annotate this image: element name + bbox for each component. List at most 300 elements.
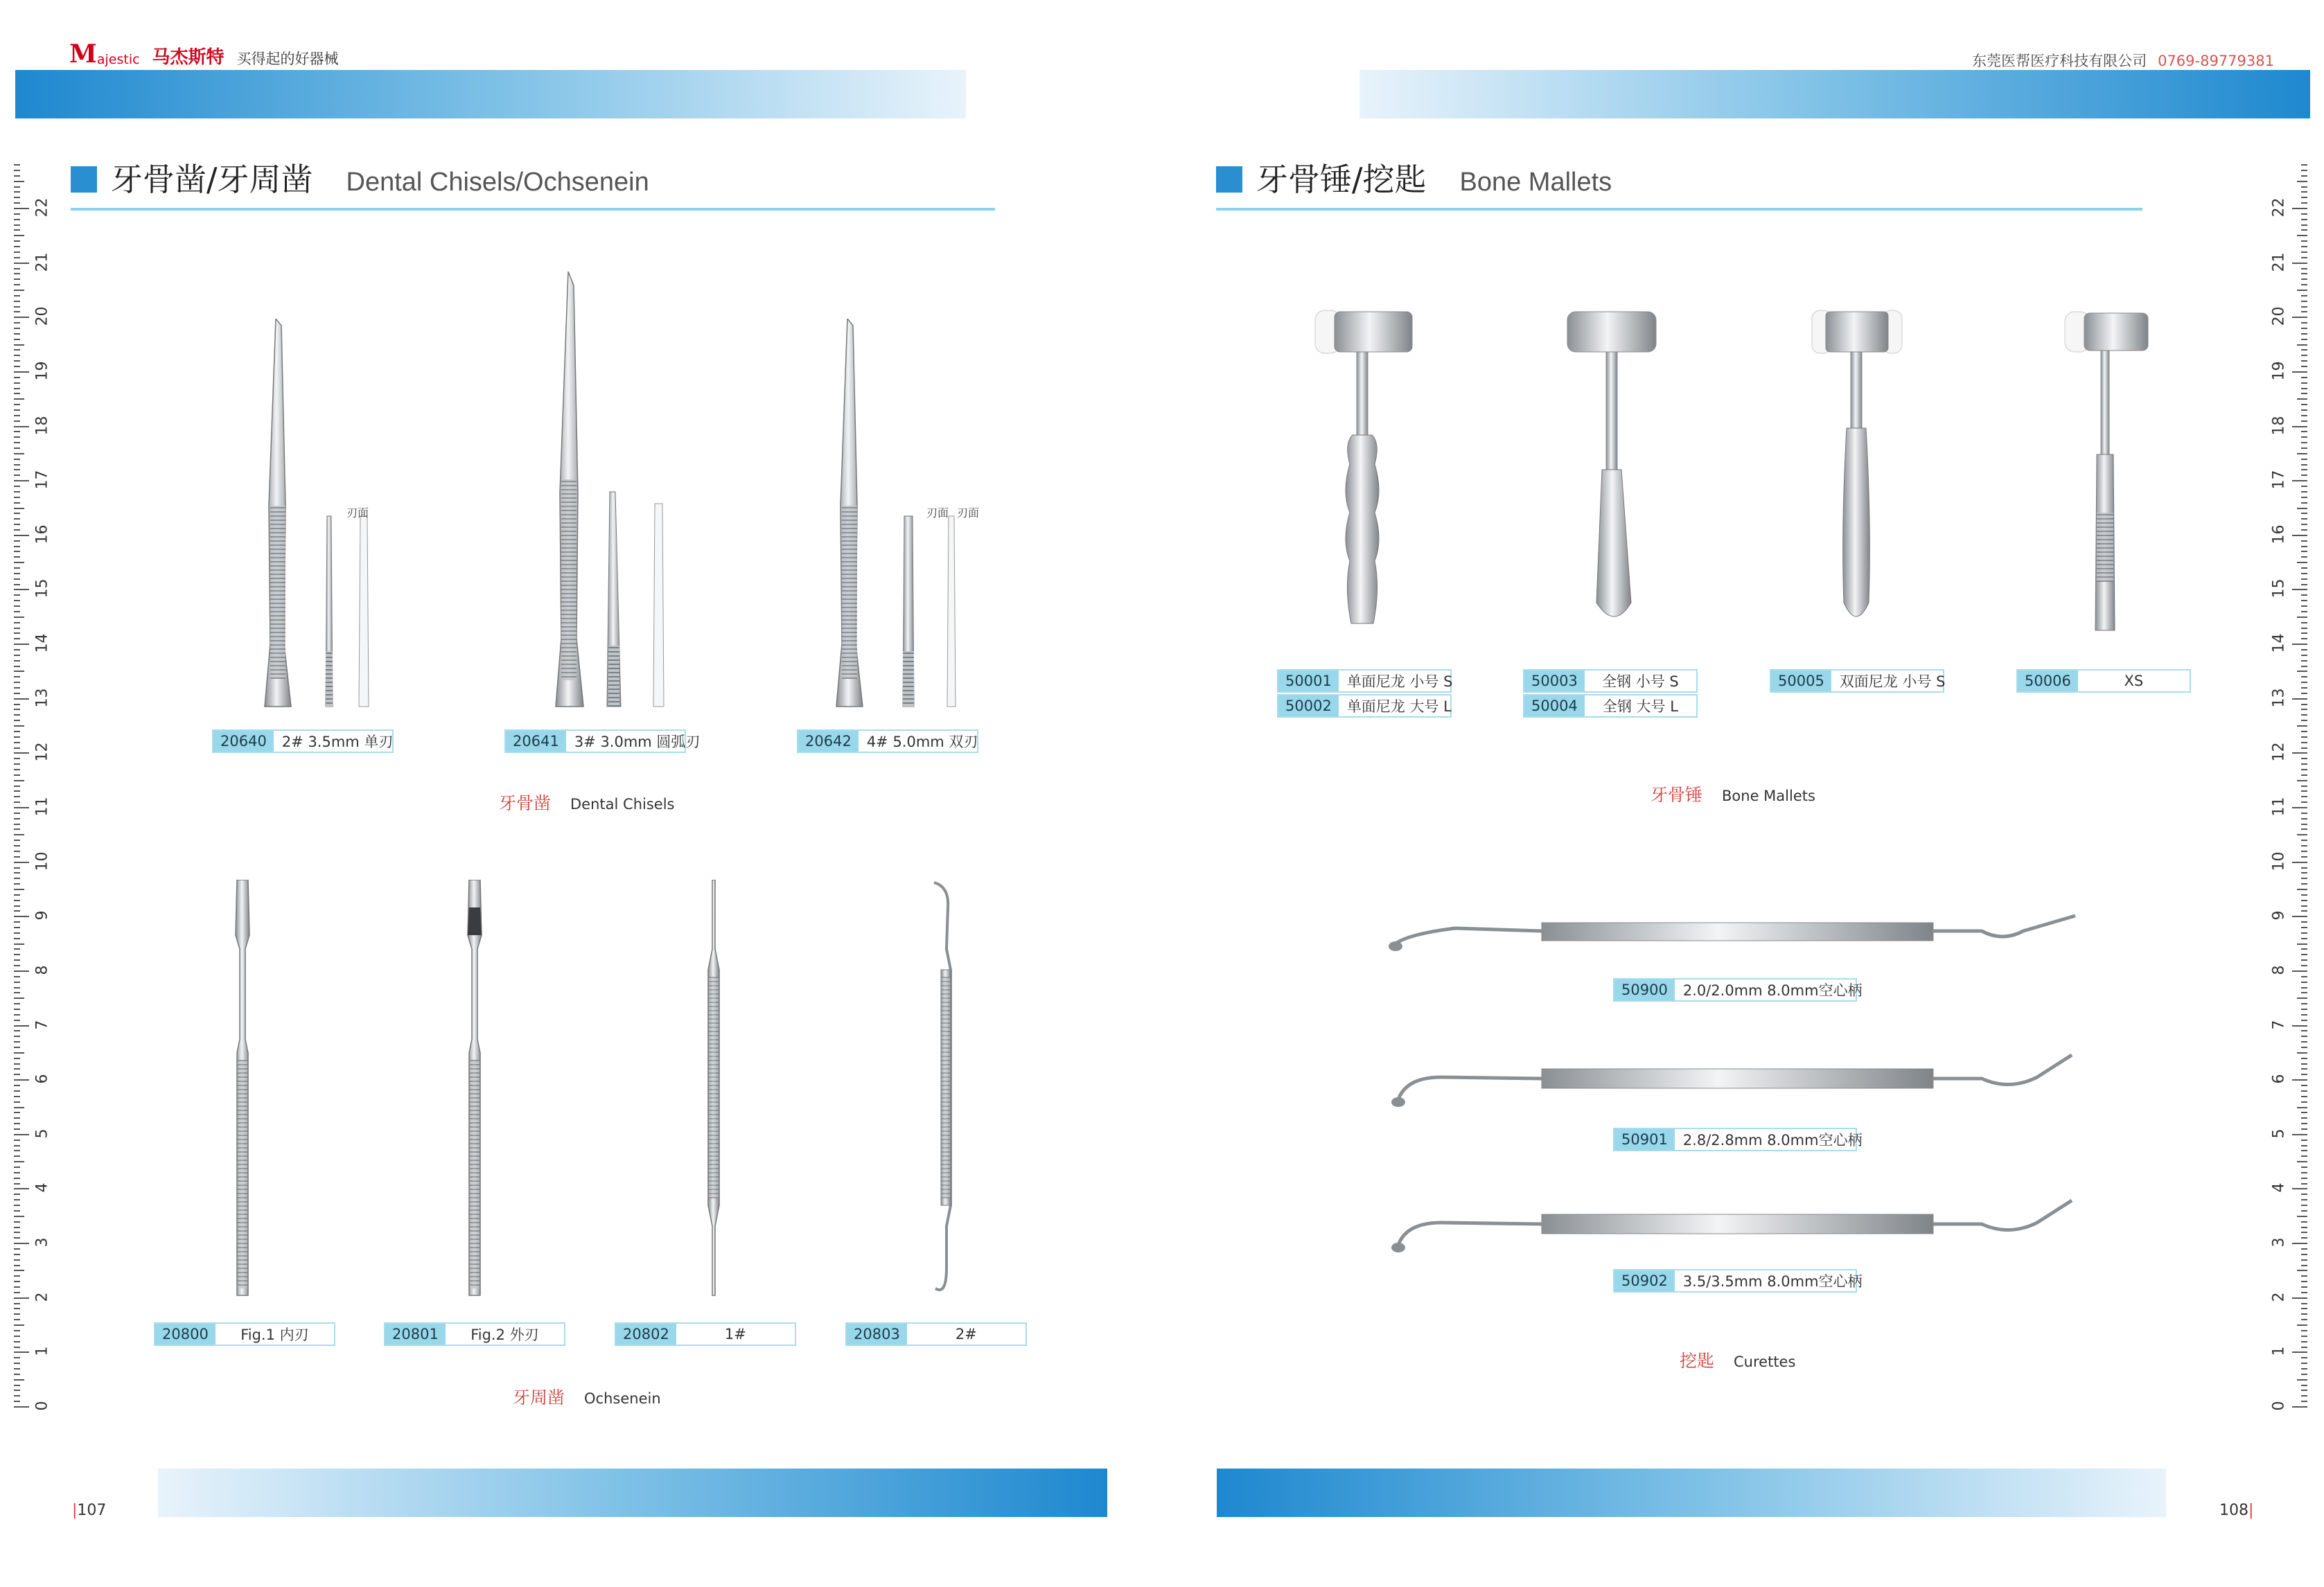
ruler-tick (2301, 1313, 2307, 1315)
ruler-number: 16 (33, 524, 51, 544)
ruler-tick (14, 1259, 20, 1261)
ruler-tick (14, 1068, 20, 1070)
ruler-tick (14, 420, 20, 422)
ruler-tick (14, 1058, 20, 1059)
product-desc: 单面尼龙 小号 S (1346, 673, 1453, 690)
caption-cn: 牙骨锤 (1650, 785, 1703, 805)
ruler-tick (2301, 632, 2307, 634)
ruler-tick (2292, 1188, 2307, 1189)
ruler-tick (2301, 638, 2307, 639)
ruler-tick (14, 1292, 20, 1293)
product-code: 50001 (1278, 671, 1339, 691)
ruler-tick (14, 1324, 24, 1326)
ruler-tick (14, 638, 20, 639)
ruler-tick (2301, 796, 2307, 797)
ruler-number: 11 (2270, 797, 2288, 817)
ruler-number: 20 (2270, 306, 2288, 326)
product-code: 50902 (1614, 1270, 1675, 1291)
ruler-tick (14, 546, 20, 547)
product-desc: 3# 3.0mm 圆弧刃 (574, 734, 701, 750)
ruler-tick (2301, 1292, 2307, 1293)
ruler-tick (2301, 546, 2307, 547)
ruler-tick (2301, 954, 2307, 955)
ruler-tick (2301, 1199, 2307, 1200)
product-code: 20640 (213, 731, 274, 752)
ruler-tick (2301, 1395, 2307, 1397)
caption-cn: 挖匙 (1680, 1351, 1715, 1371)
ruler-tick (14, 486, 20, 487)
ruler-tick (2301, 1009, 2307, 1010)
product-code: 20800 (155, 1324, 215, 1345)
ruler-tick (14, 382, 20, 384)
ruler-tick (14, 1090, 20, 1092)
ruler-tick (14, 976, 20, 977)
ruler-tick (14, 687, 20, 689)
ruler-tick (2301, 377, 2307, 378)
ruler-tick (14, 251, 20, 253)
ruler-tick (2292, 970, 2307, 972)
ruler-tick (14, 676, 20, 677)
ruler-tick (14, 497, 20, 498)
ruler-tick (2297, 181, 2307, 182)
ruler-tick (2301, 551, 2307, 552)
ruler-tick (14, 240, 20, 242)
ruler-tick (2301, 605, 2307, 607)
product-code: 50006 (2018, 671, 2078, 691)
ruler-left (14, 173, 55, 1413)
product-label (1277, 669, 1452, 693)
ruler-tick (2297, 943, 2307, 945)
ruler-tick (14, 1363, 20, 1364)
caption-cn: 牙周凿 (513, 1387, 565, 1408)
product-code: 20642 (798, 731, 859, 752)
ruler-number: 15 (33, 578, 51, 599)
ruler-number: 7 (33, 1020, 51, 1030)
ruler-number: 14 (2270, 633, 2288, 653)
ruler-tick (14, 970, 29, 972)
ruler-tick (14, 1194, 20, 1195)
ruler-tick (14, 311, 20, 312)
ruler-tick (2301, 1068, 2307, 1070)
ruler-tick (14, 453, 24, 454)
ruler-tick (2301, 1030, 2307, 1031)
ruler-tick (14, 208, 29, 209)
ruler-tick (2301, 900, 2307, 901)
ruler-tick (2301, 584, 2307, 585)
ruler-tick (14, 769, 20, 770)
ruler-tick (14, 959, 20, 961)
product-code: 50901 (1614, 1129, 1675, 1150)
top-band-left (15, 70, 966, 118)
ruler-tick (2301, 1205, 2307, 1206)
ruler-tick (14, 1020, 20, 1021)
ruler-tick (2297, 889, 2307, 890)
ruler-tick (14, 1134, 29, 1135)
ruler-tick (2301, 486, 2307, 487)
ruler-number: 0 (33, 1401, 51, 1411)
ruler-tick (14, 845, 20, 846)
ruler-tick (14, 1379, 24, 1381)
ruler-tick (14, 589, 29, 590)
ruler-tick (2301, 938, 2307, 939)
ruler-tick (2301, 1210, 2307, 1212)
ruler-tick (14, 600, 20, 601)
logo-m: M (69, 39, 97, 69)
company-phone: 0769-89779381 (2158, 53, 2274, 69)
ruler-tick (2301, 1128, 2307, 1130)
ruler-tick (14, 1368, 20, 1369)
ruler-tick (14, 1123, 20, 1124)
ruler-tick (14, 213, 20, 215)
ruler-tick (14, 1145, 20, 1146)
ruler-tick (2292, 862, 2307, 863)
ruler-tick (2301, 1036, 2307, 1037)
ruler-tick (2301, 322, 2307, 323)
ruler-tick (2292, 1079, 2307, 1081)
caption-dental-chisels (499, 790, 674, 815)
ruler-tick (2301, 1155, 2307, 1157)
ruler-tick (14, 306, 20, 308)
ruler-tick (14, 660, 20, 662)
ruler-tick (14, 1079, 29, 1081)
ruler-tick (2292, 1351, 2307, 1353)
ruler-tick (2301, 1248, 2307, 1250)
ruler-tick (2301, 219, 2307, 220)
ruler-tick (14, 1303, 20, 1304)
ruler-tick (2301, 856, 2307, 858)
ruler-tick (2301, 1303, 2307, 1304)
ochsenein-20801-image (454, 880, 495, 1302)
ruler-tick (14, 219, 20, 220)
ruler-tick (14, 377, 20, 378)
ruler-number: 6 (33, 1074, 51, 1084)
ruler-tick (14, 1117, 20, 1119)
logo-en: ajestic (96, 52, 140, 67)
ruler-tick (2297, 1161, 2307, 1162)
ruler-tick (14, 655, 20, 656)
left-section-underline (71, 208, 995, 211)
ruler-tick (2301, 567, 2307, 569)
ruler-tick (2297, 834, 2307, 835)
ruler-tick (2297, 562, 2307, 563)
ruler-tick (2301, 1347, 2307, 1348)
ruler-tick (2301, 360, 2307, 362)
ruler-tick (2301, 404, 2307, 405)
product-label (1523, 669, 1698, 693)
ruler-tick (14, 1188, 29, 1189)
ruler-tick (2301, 1194, 2307, 1195)
product-desc: Fig.1 内刃 (240, 1327, 309, 1343)
ruler-tick (14, 301, 20, 302)
ruler-tick (14, 1357, 20, 1358)
ruler-tick (14, 535, 29, 536)
section-title-en: Dental Chisels/Ochsenein (346, 168, 649, 197)
ruler-tick (2292, 1406, 2307, 1408)
ruler-tick (14, 916, 29, 917)
ruler-tick (14, 1254, 20, 1255)
ruler-tick (2301, 1401, 2307, 1402)
ruler-tick (14, 982, 20, 983)
ruler-tick (14, 551, 20, 552)
ruler-number: 17 (2270, 470, 2288, 490)
ruler-tick (14, 921, 20, 923)
ruler-tick (2292, 752, 2307, 754)
ruler-tick (2301, 763, 2307, 765)
ruler-tick (14, 693, 20, 694)
ruler-tick (2301, 431, 2307, 432)
ruler-tick (2301, 1227, 2307, 1228)
ruler-tick (2292, 1297, 2307, 1299)
ruler-tick (2301, 1259, 2307, 1261)
ruler-number: 2 (33, 1292, 51, 1302)
ruler-tick (2301, 714, 2307, 716)
ruler-tick (14, 698, 29, 700)
ruler-tick (2292, 426, 2307, 427)
ruler-tick (14, 1319, 20, 1320)
ruler-tick (14, 840, 20, 841)
ochsenein-20800-image (222, 880, 263, 1302)
ruler-tick (14, 1401, 20, 1402)
ruler-tick (14, 371, 29, 373)
ruler-tick (2301, 1341, 2307, 1342)
product-code: 20641 (506, 731, 566, 752)
ruler-tick (14, 807, 29, 808)
ruler-number: 12 (33, 742, 51, 762)
mallet-50003-image (1559, 305, 1670, 637)
ruler-tick (14, 1216, 24, 1217)
product-code: 50004 (1524, 695, 1585, 716)
ruler-tick (14, 197, 20, 198)
ruler-tick (2301, 731, 2307, 732)
ruler-tick (2301, 273, 2307, 274)
caption-cn: 牙骨凿 (499, 793, 552, 813)
ruler-tick (2301, 818, 2307, 819)
ruler-tick (2301, 191, 2307, 193)
ruler-number: 22 (2270, 197, 2288, 218)
section-title-cn: 牙骨锤/挖匙 (1256, 161, 1427, 198)
ruler-number: 18 (2270, 416, 2288, 436)
ruler-tick (14, 556, 20, 558)
ruler-tick (2301, 251, 2307, 253)
ruler-tick (2301, 491, 2307, 493)
ruler-tick (2301, 366, 2307, 367)
ruler-tick (14, 998, 24, 999)
caption-en: Dental Chisels (570, 796, 675, 813)
ruler-tick (14, 398, 24, 400)
ruler-tick (2301, 333, 2307, 335)
ruler-tick (2301, 676, 2307, 677)
ruler-tick (2301, 594, 2307, 596)
ruler-tick (14, 268, 20, 269)
mallet-50005-image (1805, 305, 1916, 637)
ruler-tick (2301, 1101, 2307, 1103)
ruler-tick (2297, 1216, 2307, 1217)
ruler-tick (2292, 807, 2307, 808)
ruler-number: 3 (33, 1237, 51, 1248)
ruler-tick (14, 938, 20, 939)
ruler-tick (2301, 1357, 2307, 1358)
company-info (1972, 50, 2274, 71)
right-section-header (1216, 161, 1612, 198)
bottom-band-right (1217, 1469, 2166, 1517)
ruler-tick (14, 170, 20, 171)
ruler-tick (2301, 464, 2307, 466)
section-title-en: Bone Mallets (1459, 168, 1612, 197)
mallet-50006-image (2051, 305, 2162, 637)
ruler-tick (2301, 921, 2307, 923)
ruler-tick (14, 480, 29, 481)
ruler-tick (14, 883, 20, 885)
ruler-tick (14, 339, 20, 340)
ruler-tick (14, 1374, 20, 1375)
ruler-tick (2301, 224, 2307, 226)
ruler-tick (14, 671, 24, 672)
ruler-tick (14, 1155, 20, 1157)
ruler-tick (14, 1085, 20, 1086)
ruler-tick (14, 1313, 20, 1315)
ruler-tick (2301, 905, 2307, 907)
ruler-tick (2301, 1123, 2307, 1124)
ruler-tick (2301, 736, 2307, 738)
ruler-tick (14, 894, 20, 896)
ruler-tick (14, 1297, 29, 1299)
ruler-tick (14, 1390, 20, 1391)
ruler-tick (14, 469, 20, 470)
ruler-tick (14, 1199, 20, 1200)
ruler-tick (2297, 453, 2307, 454)
ruler-tick (14, 992, 20, 993)
caption-ochsenein (513, 1384, 661, 1409)
ruler-tick (14, 1237, 20, 1239)
ruler-tick (2292, 1025, 2307, 1027)
ruler-tick (2301, 687, 2307, 689)
product-code: 50003 (1524, 671, 1585, 691)
ruler-tick (2301, 311, 2307, 312)
ruler-number: 13 (2270, 688, 2288, 708)
ruler-tick (2301, 420, 2307, 422)
ruler-tick (2301, 959, 2307, 961)
ruler-tick (14, 229, 20, 231)
edge-face-label: 刃面 (926, 506, 949, 520)
ruler-tick (2297, 1379, 2307, 1381)
ruler-tick (14, 862, 29, 863)
ruler-tick (14, 763, 20, 765)
ruler-tick (14, 813, 20, 814)
ruler-tick (2301, 878, 2307, 879)
ruler-tick (14, 736, 20, 738)
page-number-right-value: 108 (2219, 1502, 2248, 1519)
product-label (1523, 694, 1698, 718)
curette-50901-image (1386, 1049, 2079, 1112)
ruler-tick (14, 828, 20, 830)
ruler-tick (14, 632, 20, 634)
product-code: 20802 (616, 1324, 676, 1345)
ruler-tick (14, 447, 20, 449)
product-label (615, 1322, 796, 1346)
ruler-tick (14, 878, 20, 879)
ruler-tick (14, 617, 24, 618)
ruler-tick (2301, 415, 2307, 416)
ruler-number: 21 (2270, 252, 2288, 272)
product-label (2016, 669, 2191, 693)
ruler-tick (14, 649, 20, 650)
ruler-tick (14, 1161, 24, 1162)
product-desc: 3.5/3.5mm 8.0mm空心柄 (1682, 1273, 1863, 1290)
ruler-tick (2301, 948, 2307, 950)
ruler-tick (14, 1041, 20, 1043)
ochsenein-20803-image (922, 880, 963, 1302)
ruler-tick (2301, 927, 2307, 928)
ruler-tick (2301, 1232, 2307, 1233)
ruler-tick (2301, 1090, 2307, 1092)
ruler-tick (2301, 965, 2307, 966)
ruler-tick (2301, 257, 2307, 258)
ruler-tick (14, 790, 20, 792)
ruler-tick (14, 1003, 20, 1004)
ruler-tick (2301, 170, 2307, 171)
product-label (212, 729, 394, 753)
ruler-tick (14, 714, 20, 716)
ruler-tick (14, 1330, 20, 1331)
section-marker (71, 166, 97, 193)
ruler-tick (14, 1167, 20, 1168)
ruler-tick (2301, 393, 2307, 394)
ruler-tick (2301, 447, 2307, 449)
product-label (845, 1322, 1027, 1346)
ruler-tick (14, 393, 20, 394)
ruler-tick (2301, 1150, 2307, 1151)
ruler-tick (14, 491, 20, 493)
ruler-tick (2301, 1286, 2307, 1288)
ruler-tick (2301, 229, 2307, 231)
ruler-tick (14, 725, 24, 727)
ruler-tick (14, 1308, 20, 1309)
ruler-tick (2301, 693, 2307, 694)
caption-bone-mallets (1650, 781, 1815, 806)
ruler-tick (2301, 1058, 2307, 1059)
ruler-tick (14, 1275, 20, 1277)
ruler-tick (2301, 1167, 2307, 1168)
ruler-tick (2292, 480, 2307, 481)
ruler-tick (2292, 1243, 2307, 1244)
ruler-tick (14, 752, 29, 754)
ruler-tick (2301, 987, 2307, 988)
product-desc: 单面尼龙 大号 L (1346, 698, 1452, 715)
ruler-tick (14, 567, 20, 569)
ruler-number: 5 (33, 1128, 51, 1139)
ruler-tick (14, 524, 20, 525)
ruler-tick (14, 824, 20, 825)
ruler-tick (2301, 409, 2307, 411)
caption-en: Ochsenein (584, 1390, 661, 1407)
ruler-tick (14, 1052, 24, 1054)
mallet-50001-image (1310, 305, 1420, 637)
ruler-tick (2301, 518, 2307, 520)
product-desc: Fig.2 外刃 (470, 1327, 539, 1343)
product-code: 20801 (385, 1324, 446, 1345)
ruler-number: 10 (33, 851, 51, 871)
ruler-number: 17 (33, 470, 51, 490)
ruler-tick (2301, 197, 2307, 198)
product-label (384, 1322, 565, 1346)
ruler-tick (14, 704, 20, 705)
ruler-tick (2301, 175, 2307, 177)
ruler-tick (2301, 600, 2307, 601)
ruler-tick (2301, 1363, 2307, 1364)
ruler-tick (2301, 932, 2307, 934)
ruler-tick (2292, 698, 2307, 700)
product-desc: 2# 3.5mm 单刃 (281, 734, 394, 750)
